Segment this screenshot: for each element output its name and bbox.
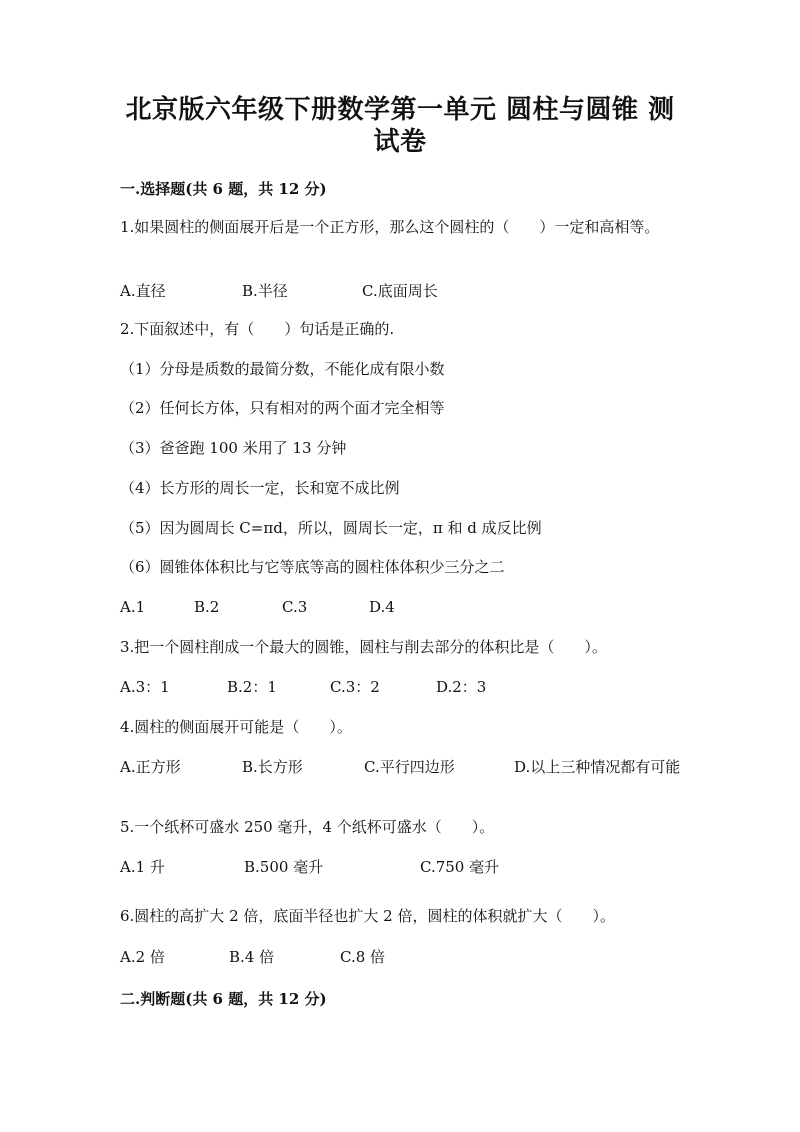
section-heading-judgment: 二.判断题(共 6 题，共 12 分) <box>120 990 327 1008</box>
q2-statement-3: （3）爸爸跑 100 米用了 13 分钟 <box>120 439 347 457</box>
q2-statement-4: （4）长方形的周长一定，长和宽不成比例 <box>120 479 400 497</box>
q2-statement-5: （5）因为圆周长 C=πd，所以，圆周长一定，π 和 d 成反比例 <box>120 519 542 537</box>
question-6-text: 6.圆柱的高扩大 2 倍，底面半径也扩大 2 倍，圆柱的体积就扩大（ ）。 <box>120 907 615 925</box>
q2-option-d: D.4 <box>369 598 395 616</box>
q4-option-d: D.以上三种情况都有可能 <box>514 758 681 776</box>
question-4-text: 4.圆柱的侧面展开可能是（ ）。 <box>120 718 352 736</box>
question-5-text: 5.一个纸杯可盛水 250 毫升，4 个纸杯可盛水（ ）。 <box>120 818 495 836</box>
q3-option-d: D.2：3 <box>436 678 487 696</box>
q1-option-a: A.直径 <box>120 282 166 300</box>
page-title: 北京版六年级下册数学第一单元 圆柱与圆锥 测试卷 <box>125 95 675 157</box>
section-heading-choice: 一.选择题(共 6 题，共 12 分) <box>120 180 327 198</box>
q1-option-b: B.半径 <box>242 282 288 300</box>
q6-option-b: B.4 倍 <box>229 948 275 966</box>
q4-option-a: A.正方形 <box>120 758 181 776</box>
q2-option-c: C.3 <box>282 598 308 616</box>
question-1-text: 1.如果圆柱的侧面展开后是一个正方形，那么这个圆柱的（ ）一定和高相等。 <box>120 218 660 236</box>
q3-option-b: B.2：1 <box>227 678 277 696</box>
q3-option-c: C.3：2 <box>330 678 380 696</box>
q5-option-a: A.1 升 <box>120 858 165 876</box>
q2-statement-2: （2）任何长方体，只有相对的两个面才完全相等 <box>120 399 445 417</box>
q6-option-c: C.8 倍 <box>340 948 386 966</box>
q3-option-a: A.3：1 <box>120 678 170 696</box>
q4-option-b: B.长方形 <box>242 758 303 776</box>
q5-option-b: B.500 毫升 <box>244 858 324 876</box>
question-2-text: 2.下面叙述中，有（ ）句话是正确的. <box>120 320 395 338</box>
q5-option-c: C.750 毫升 <box>420 858 500 876</box>
q2-statement-6: （6）圆锥体体积比与它等底等高的圆柱体体积少三分之二 <box>120 558 505 576</box>
question-3-text: 3.把一个圆柱削成一个最大的圆锥，圆柱与削去部分的体积比是（ ）。 <box>120 638 607 656</box>
q2-statement-1: （1）分母是质数的最简分数，不能化成有限小数 <box>120 360 445 378</box>
q2-option-b: B.2 <box>194 598 220 616</box>
q1-option-c: C.底面周长 <box>362 282 438 300</box>
q4-option-c: C.平行四边形 <box>364 758 455 776</box>
q2-option-a: A.1 <box>120 598 146 616</box>
q6-option-a: A.2 倍 <box>120 948 165 966</box>
